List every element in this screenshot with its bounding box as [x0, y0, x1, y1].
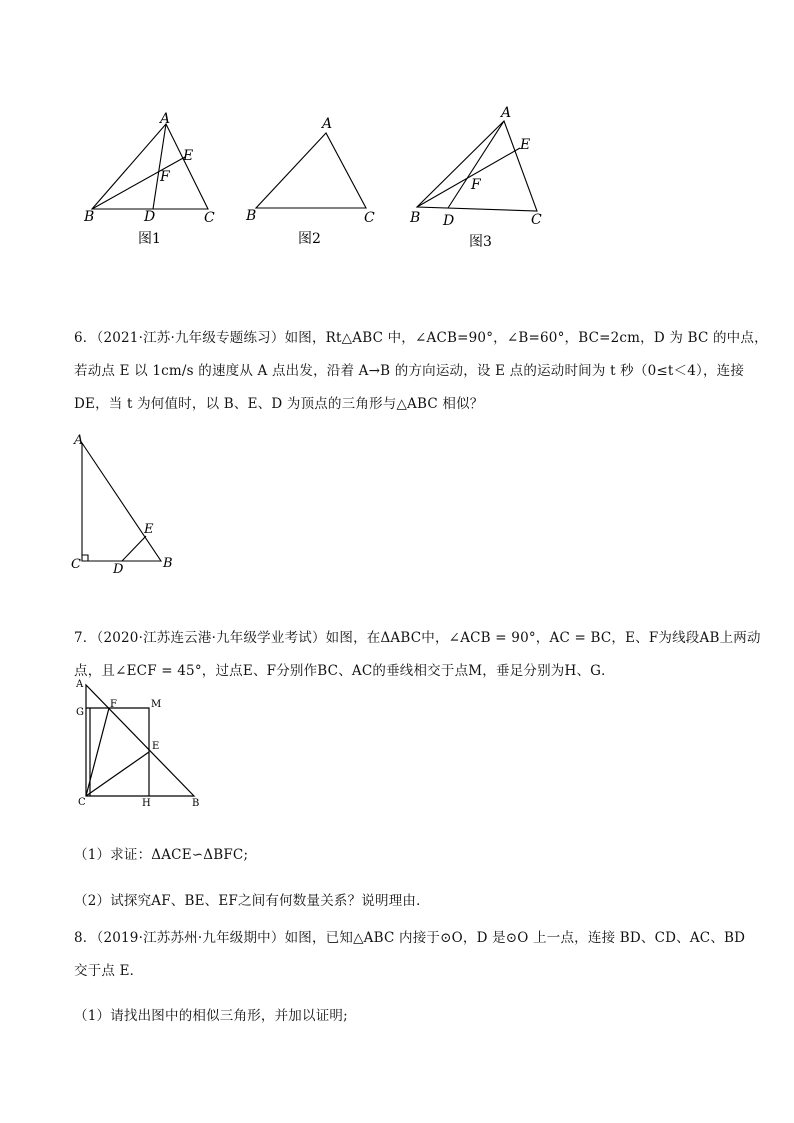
label-d: D	[443, 213, 455, 229]
label-f: F	[110, 699, 117, 710]
right-triangle-abc	[82, 443, 161, 561]
label-a: A	[322, 116, 333, 132]
label-a: A	[501, 105, 512, 121]
q8-line-2: 交于点 E．	[74, 963, 144, 979]
right-triangle-abc	[86, 685, 194, 796]
label-d: D	[144, 209, 156, 225]
label-b: B	[163, 556, 173, 571]
caption-fig2: 图2	[298, 231, 321, 247]
label-c: C	[531, 212, 542, 228]
q8-parts	[74, 1000, 734, 1033]
q7-part-1: （1）求证：ΔACE∽ΔBFC;	[74, 847, 249, 863]
label-f: F	[160, 169, 170, 185]
label-h: H	[142, 798, 151, 809]
label-c: C	[71, 557, 81, 572]
label-a: A	[160, 111, 171, 127]
label-f: F	[471, 177, 481, 193]
q6-line-1: 6．（2021·江苏·九年级专题练习）如图，Rt△ABC 中，∠ACB=90°，∠B=60°，BC=2cm，D 为 BC 的中点，	[74, 330, 768, 346]
perpendiculars-gm-mh	[86, 708, 149, 796]
right-angle-mark	[82, 555, 88, 561]
label-c: C	[78, 797, 86, 808]
segment-ad	[448, 121, 504, 208]
label-c: C	[364, 210, 375, 226]
label-a: A	[76, 679, 84, 690]
label-e: E	[144, 522, 154, 537]
label-c: C	[204, 210, 215, 226]
q6-line-2: 若动点 E 以 1cm/s 的速度从 A 点出发，沿着 A→B 的方向运动，设 E 点的运动时间为 t 秒（0≤t＜4），连接	[74, 363, 745, 379]
label-g: G	[76, 707, 84, 718]
figure-1	[80, 105, 230, 250]
label-b: B	[84, 209, 95, 225]
label-a: A	[74, 433, 84, 448]
q8-part-1: （1）请找出图中的相似三角形，并加以证明;	[74, 1008, 348, 1024]
label-b: B	[246, 208, 257, 224]
q7-line-2: 点，且∠ECF = 45°，过点E、F分别作BC、AC的垂线相交于点M，垂足分别为H、G．	[74, 663, 615, 679]
question-8	[74, 922, 746, 988]
label-m: M	[151, 699, 162, 710]
caption-fig1: 图1	[138, 231, 161, 247]
segment-be	[92, 157, 185, 209]
q6-figure	[66, 430, 186, 580]
segment-de	[122, 536, 146, 561]
triangle-abc	[92, 124, 208, 209]
q6-line-3: DE，当 t 为何值时，以 B、E、D 为顶点的三角形与△ABC 相似？	[74, 396, 484, 412]
q8-line-1: 8．（2019·江苏苏州·九年级期中）如图，已知△ABC 内接于⊙O，D 是⊙O 上一点，连接 BD、CD、AC、BD	[74, 930, 746, 946]
q7-line-1: 7．（2020·江苏连云港·九年级学业考试）如图，在ΔABC中，∠ACB = 90°，AC = BC，E、F为线段AB上两动	[74, 630, 761, 646]
label-e: E	[183, 148, 194, 164]
q7-figure	[70, 675, 210, 810]
label-d: D	[113, 562, 124, 577]
q7-parts	[74, 832, 734, 924]
label-b: B	[410, 210, 421, 226]
figure-3	[405, 100, 555, 255]
figure-2	[238, 105, 388, 250]
label-e: E	[152, 741, 160, 752]
triangle-abc	[417, 121, 537, 211]
question-6	[74, 322, 768, 421]
label-b: B	[192, 798, 200, 809]
triangle-abc	[256, 133, 366, 208]
caption-fig3: 图3	[469, 234, 492, 250]
q7-part-2: （2）试探究AF、BE、EF之间有何数量关系？说明理由．	[74, 893, 430, 909]
label-e: E	[520, 137, 531, 153]
